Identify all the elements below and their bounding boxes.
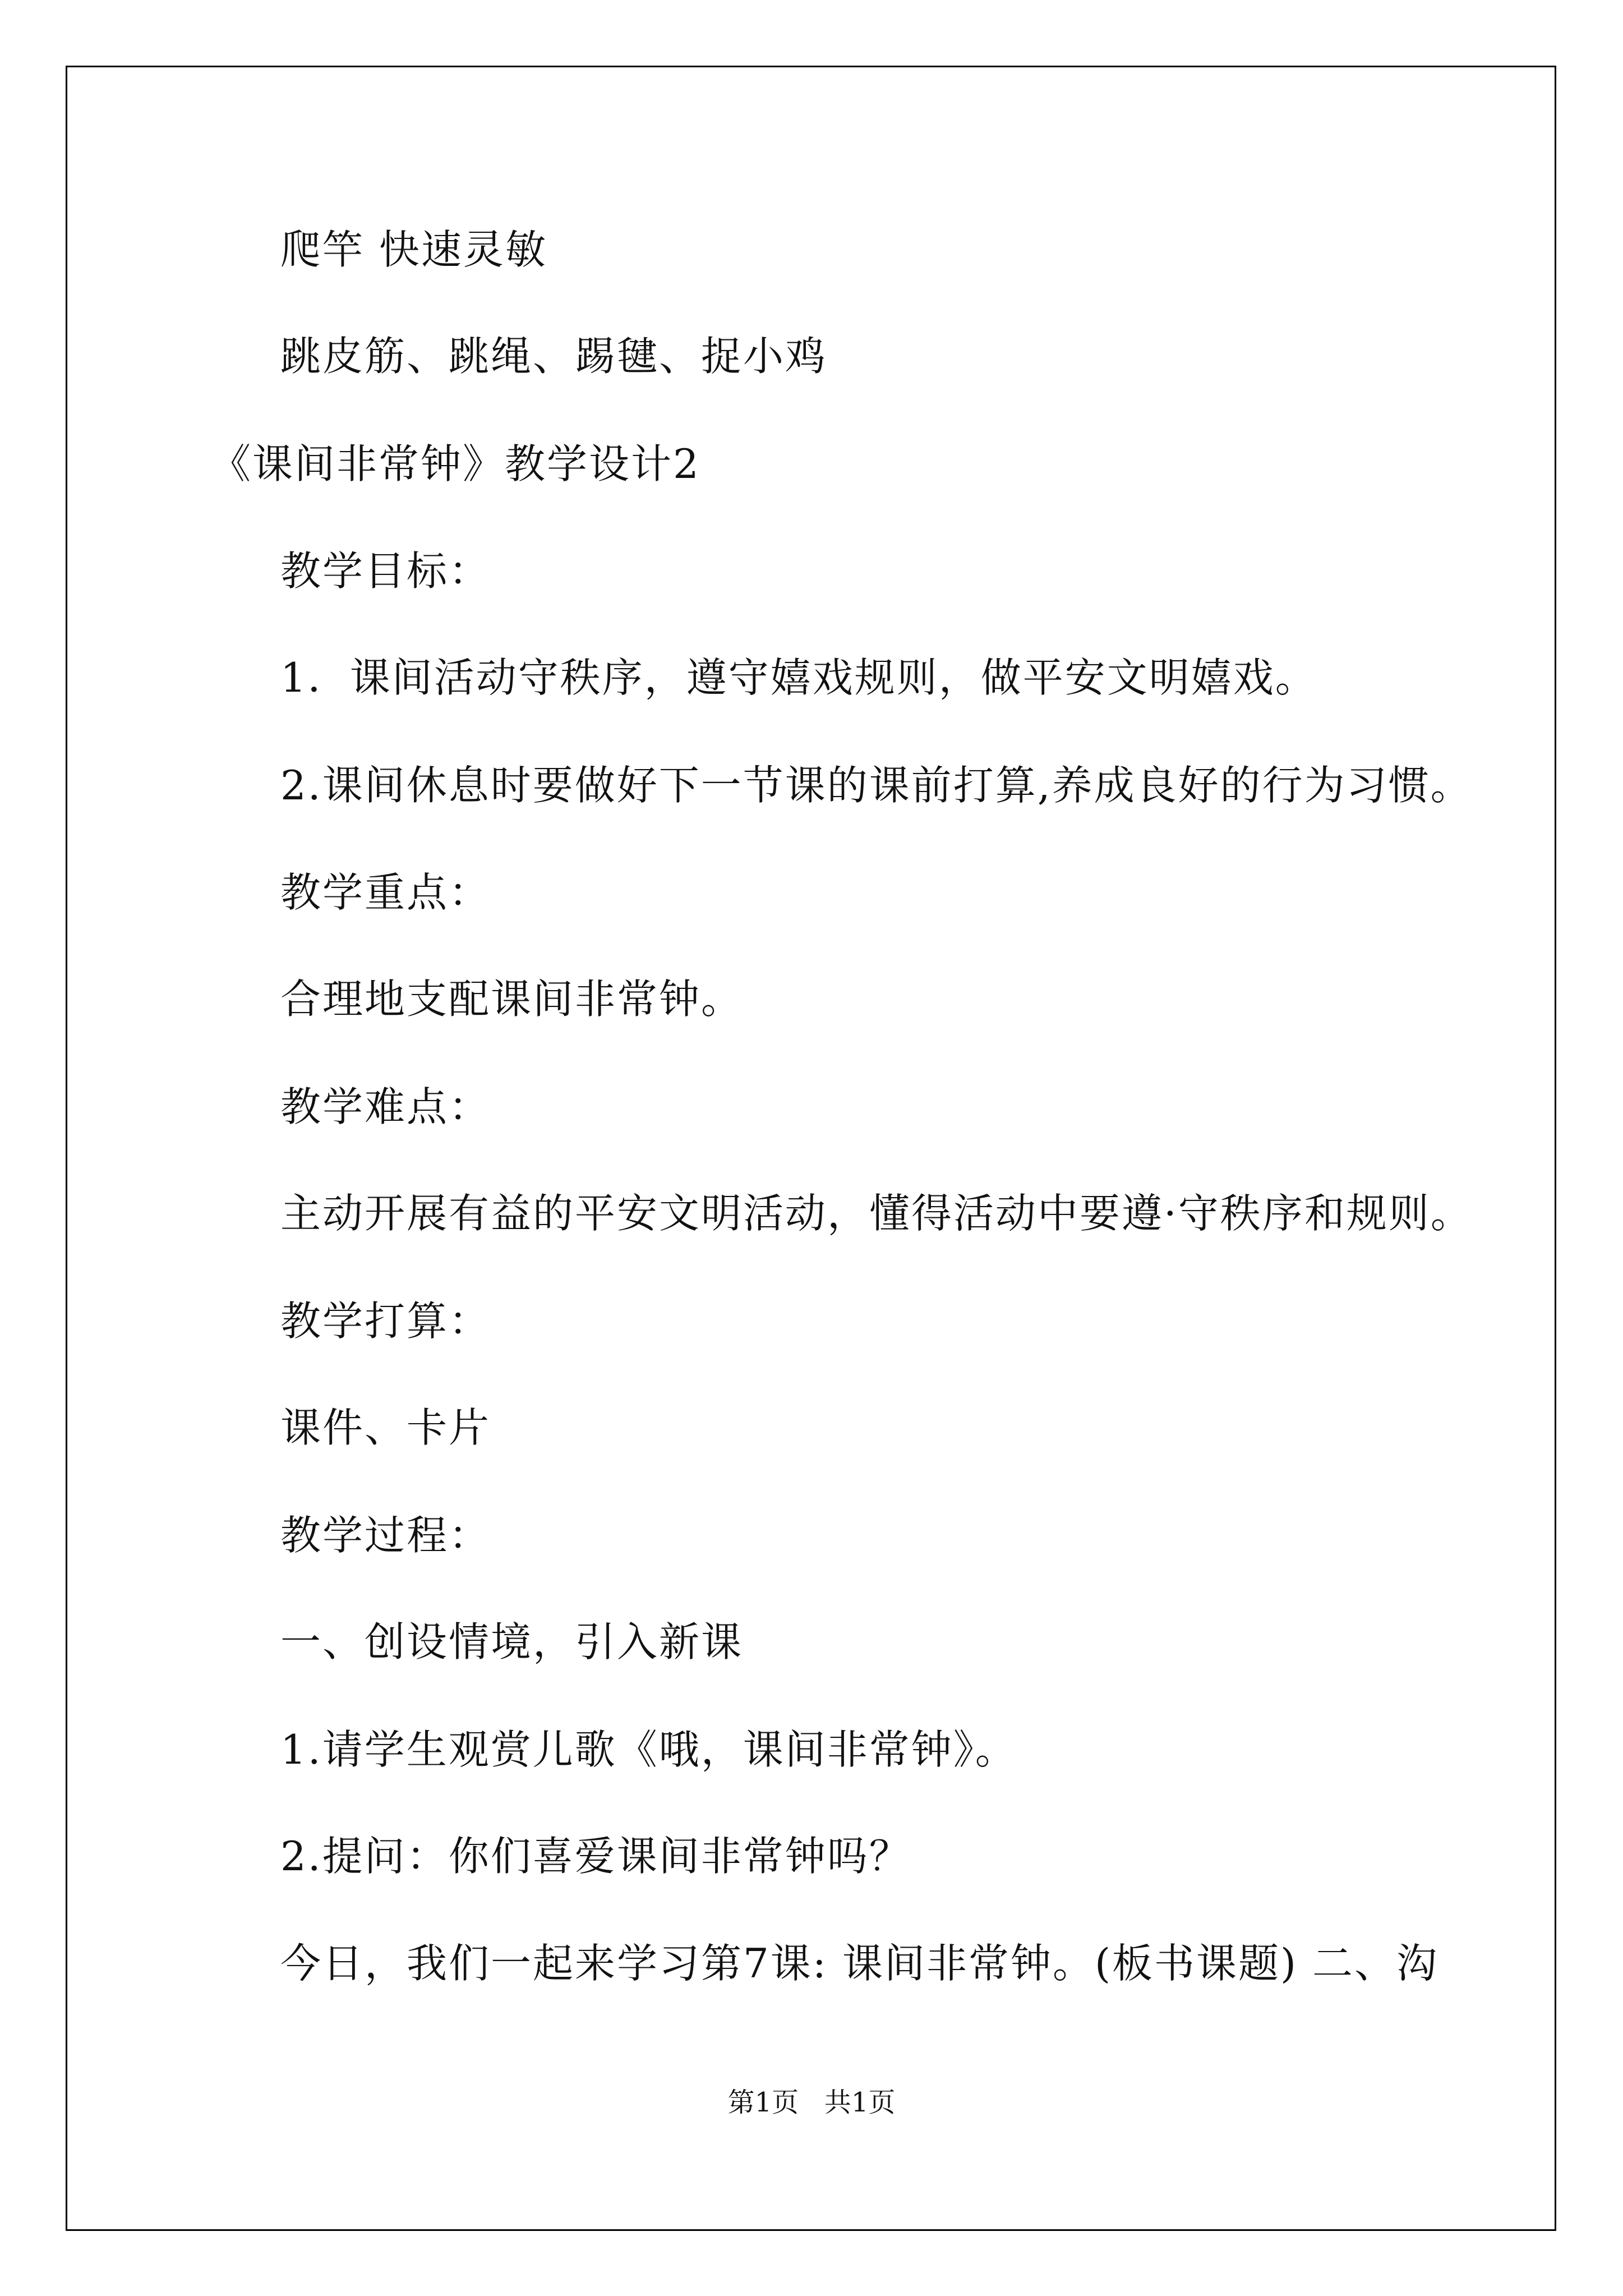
heading-preparation: 教学打算： — [280, 1297, 491, 1345]
text-line: 1.请学生观赏儿歌《哦，课间非常钟》。 — [280, 1726, 1017, 1773]
text-line: 主动开展有益的平安文明活动，懂得活动中要遵·守秩序和规则。 — [280, 1190, 1473, 1237]
text-line: 爬竿 快速灵敏 — [280, 226, 547, 273]
heading-key-points: 教学重点： — [280, 869, 491, 916]
text-line: 2.提问：你们喜爱课间非常钟吗？ — [280, 1833, 911, 1880]
text-line: 2.课间休息时要做好下一节课的课前打算,养成良好的行为习惯。 — [280, 762, 1473, 809]
section-title: 《课间非常钟》教学设计2 — [210, 440, 700, 487]
text-line: 今日，我们一起来学习第7课: 课间非常钟。(板书课题) 二、沟 — [280, 1940, 1439, 1987]
heading-process: 教学过程： — [280, 1512, 491, 1559]
text-line: 课件、卡片 — [280, 1404, 491, 1451]
text-line: 跳皮筋、跳绳、踢毽、捉小鸡 — [280, 333, 828, 380]
text-line: 一、创设情境，引入新课 — [280, 1618, 744, 1665]
heading-teaching-goals: 教学目标： — [280, 547, 491, 595]
page-footer: 第1页 共1页 — [727, 2087, 896, 2118]
text-line: 1．课间活动守秩序，遵守嬉戏规则，做平安文明嬉戏。 — [280, 654, 1317, 701]
page-border — [66, 66, 1556, 2231]
text-line: 合理地支配课间非常钟。 — [280, 976, 744, 1023]
heading-difficulties: 教学难点： — [280, 1083, 491, 1130]
